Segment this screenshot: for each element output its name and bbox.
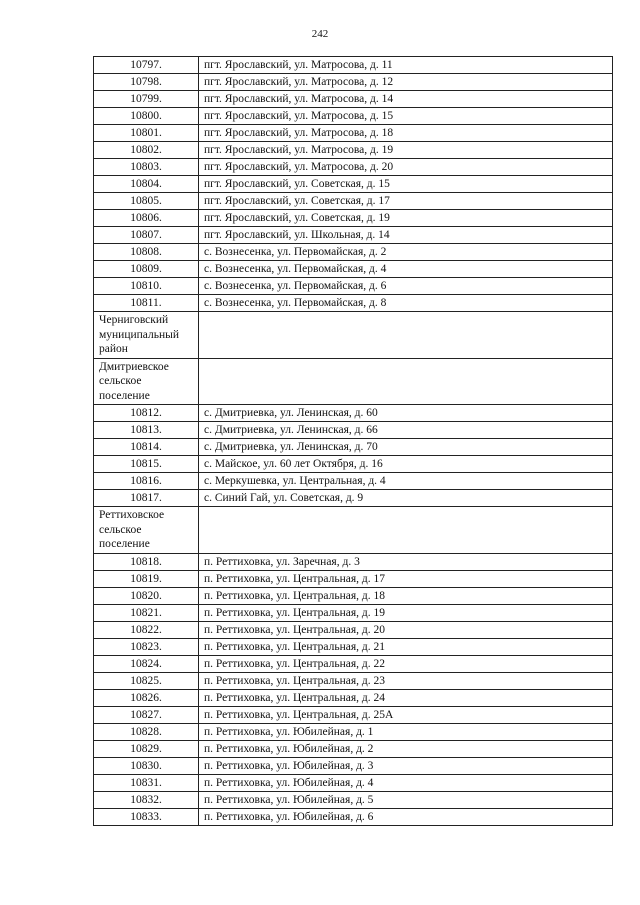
row-number: 10823.: [94, 638, 199, 655]
table-row: [94, 553, 613, 570]
row-address: пгт. Ярославский, ул. Матросова, д. 11: [199, 57, 613, 74]
row-address: с. Меркушевка, ул. Центральная, д. 4: [199, 473, 613, 490]
row-number: 10819.: [94, 570, 199, 587]
table-row: [94, 621, 613, 638]
table-row: [94, 706, 613, 723]
row-address: с. Дмитриевка, ул. Ленинская, д. 66: [199, 422, 613, 439]
row-number: 10833.: [94, 808, 199, 825]
row-address: с. Синий Гай, ул. Советская, д. 9: [199, 490, 613, 507]
row-address: п. Реттиховка, ул. Юбилейная, д. 1: [199, 723, 613, 740]
row-number: 10826.: [94, 689, 199, 706]
table-row: [94, 278, 613, 295]
table-row: [94, 808, 613, 825]
row-number: 10827.: [94, 706, 199, 723]
empty-cell: [199, 358, 613, 405]
row-number: 10797.: [94, 57, 199, 74]
table-row: [94, 57, 613, 74]
row-address: пгт. Ярославский, ул. Советская, д. 19: [199, 210, 613, 227]
row-number: 10803.: [94, 159, 199, 176]
table-row: [94, 210, 613, 227]
table-row: [94, 244, 613, 261]
row-number: 10832.: [94, 791, 199, 808]
row-number: 10818.: [94, 553, 199, 570]
row-number: 10801.: [94, 125, 199, 142]
empty-cell: [199, 507, 613, 554]
row-number: 10809.: [94, 261, 199, 278]
section-label: Дмитриевское сельское поселение: [94, 358, 199, 405]
row-number: 10828.: [94, 723, 199, 740]
row-number: 10808.: [94, 244, 199, 261]
row-address: п. Реттиховка, ул. Центральная, д. 19: [199, 604, 613, 621]
table-row: [94, 439, 613, 456]
row-address: с. Вознесенка, ул. Первомайская, д. 6: [199, 278, 613, 295]
table-row: [94, 587, 613, 604]
table-row: [94, 570, 613, 587]
row-address: п. Реттиховка, ул. Центральная, д. 17: [199, 570, 613, 587]
table-row: [94, 490, 613, 507]
row-address: п. Реттиховка, ул. Центральная, д. 23: [199, 672, 613, 689]
table-row: [94, 176, 613, 193]
empty-cell: [199, 312, 613, 359]
row-number: 10830.: [94, 757, 199, 774]
row-address: п. Реттиховка, ул. Юбилейная, д. 3: [199, 757, 613, 774]
row-number: 10815.: [94, 456, 199, 473]
row-address: пгт. Ярославский, ул. Матросова, д. 19: [199, 142, 613, 159]
row-address: п. Реттиховка, ул. Центральная, д. 22: [199, 655, 613, 672]
row-number: 10829.: [94, 740, 199, 757]
table-row: [94, 723, 613, 740]
section-label: Черниговский муниципальный район: [94, 312, 199, 359]
row-address: п. Реттиховка, ул. Центральная, д. 18: [199, 587, 613, 604]
row-address: с. Вознесенка, ул. Первомайская, д. 2: [199, 244, 613, 261]
row-address: пгт. Ярославский, ул. Советская, д. 15: [199, 176, 613, 193]
table-row: [94, 604, 613, 621]
section-row: [94, 358, 613, 405]
row-number: 10831.: [94, 774, 199, 791]
table-row: [94, 91, 613, 108]
row-address: п. Реттиховка, ул. Центральная, д. 20: [199, 621, 613, 638]
row-address: п. Реттиховка, ул. Юбилейная, д. 5: [199, 791, 613, 808]
row-address: п. Реттиховка, ул. Юбилейная, д. 4: [199, 774, 613, 791]
section-row: [94, 507, 613, 554]
address-table-body: [94, 57, 613, 826]
row-number: 10816.: [94, 473, 199, 490]
table-row: [94, 142, 613, 159]
row-number: 10802.: [94, 142, 199, 159]
row-address: пгт. Ярославский, ул. Школьная, д. 14: [199, 227, 613, 244]
table-row: [94, 422, 613, 439]
row-address: с. Дмитриевка, ул. Ленинская, д. 60: [199, 405, 613, 422]
row-number: 10804.: [94, 176, 199, 193]
table-row: [94, 261, 613, 278]
table-row: [94, 689, 613, 706]
row-address: пгт. Ярославский, ул. Матросова, д. 20: [199, 159, 613, 176]
row-address: с. Майское, ул. 60 лет Октября, д. 16: [199, 456, 613, 473]
row-address: п. Реттиховка, ул. Юбилейная, д. 2: [199, 740, 613, 757]
page-number: 242: [311, 28, 329, 40]
row-number: 10805.: [94, 193, 199, 210]
table-row: [94, 74, 613, 91]
table-row: [94, 791, 613, 808]
table-row: [94, 159, 613, 176]
row-address: п. Реттиховка, ул. Центральная, д. 24: [199, 689, 613, 706]
row-number: 10800.: [94, 108, 199, 125]
row-address: пгт. Ярославский, ул. Матросова, д. 18: [199, 125, 613, 142]
row-number: 10813.: [94, 422, 199, 439]
row-address: пгт. Ярославский, ул. Матросова, д. 15: [199, 108, 613, 125]
row-number: 10814.: [94, 439, 199, 456]
row-number: 10822.: [94, 621, 199, 638]
row-number: 10807.: [94, 227, 199, 244]
row-address: пгт. Ярославский, ул. Матросова, д. 14: [199, 91, 613, 108]
address-table: [93, 56, 613, 826]
row-number: 10817.: [94, 490, 199, 507]
row-number: 10806.: [94, 210, 199, 227]
row-address: пгт. Ярославский, ул. Советская, д. 17: [199, 193, 613, 210]
row-address: п. Реттиховка, ул. Центральная, д. 25А: [199, 706, 613, 723]
row-address: п. Реттиховка, ул. Заречная, д. 3: [199, 553, 613, 570]
table-row: [94, 125, 613, 142]
row-address: с. Вознесенка, ул. Первомайская, д. 8: [199, 295, 613, 312]
row-number: 10821.: [94, 604, 199, 621]
row-number: 10825.: [94, 672, 199, 689]
table-row: [94, 473, 613, 490]
table-row: [94, 638, 613, 655]
table-row: [94, 740, 613, 757]
row-number: 10799.: [94, 91, 199, 108]
section-row: [94, 312, 613, 359]
row-number: 10812.: [94, 405, 199, 422]
row-address: п. Реттиховка, ул. Юбилейная, д. 6: [199, 808, 613, 825]
row-address: п. Реттиховка, ул. Центральная, д. 21: [199, 638, 613, 655]
table-row: [94, 227, 613, 244]
table-row: [94, 108, 613, 125]
table-row: [94, 757, 613, 774]
table-row: [94, 655, 613, 672]
row-address: пгт. Ярославский, ул. Матросова, д. 12: [199, 74, 613, 91]
row-number: 10811.: [94, 295, 199, 312]
section-label: Реттиховское сельское поселение: [94, 507, 199, 554]
row-address: с. Дмитриевка, ул. Ленинская, д. 70: [199, 439, 613, 456]
row-number: 10810.: [94, 278, 199, 295]
table-row: [94, 774, 613, 791]
row-number: 10820.: [94, 587, 199, 604]
table-row: [94, 672, 613, 689]
table-row: [94, 193, 613, 210]
row-number: 10824.: [94, 655, 199, 672]
row-number: 10798.: [94, 74, 199, 91]
table-row: [94, 456, 613, 473]
row-address: с. Вознесенка, ул. Первомайская, д. 4: [199, 261, 613, 278]
table-row: [94, 295, 613, 312]
table-row: [94, 405, 613, 422]
